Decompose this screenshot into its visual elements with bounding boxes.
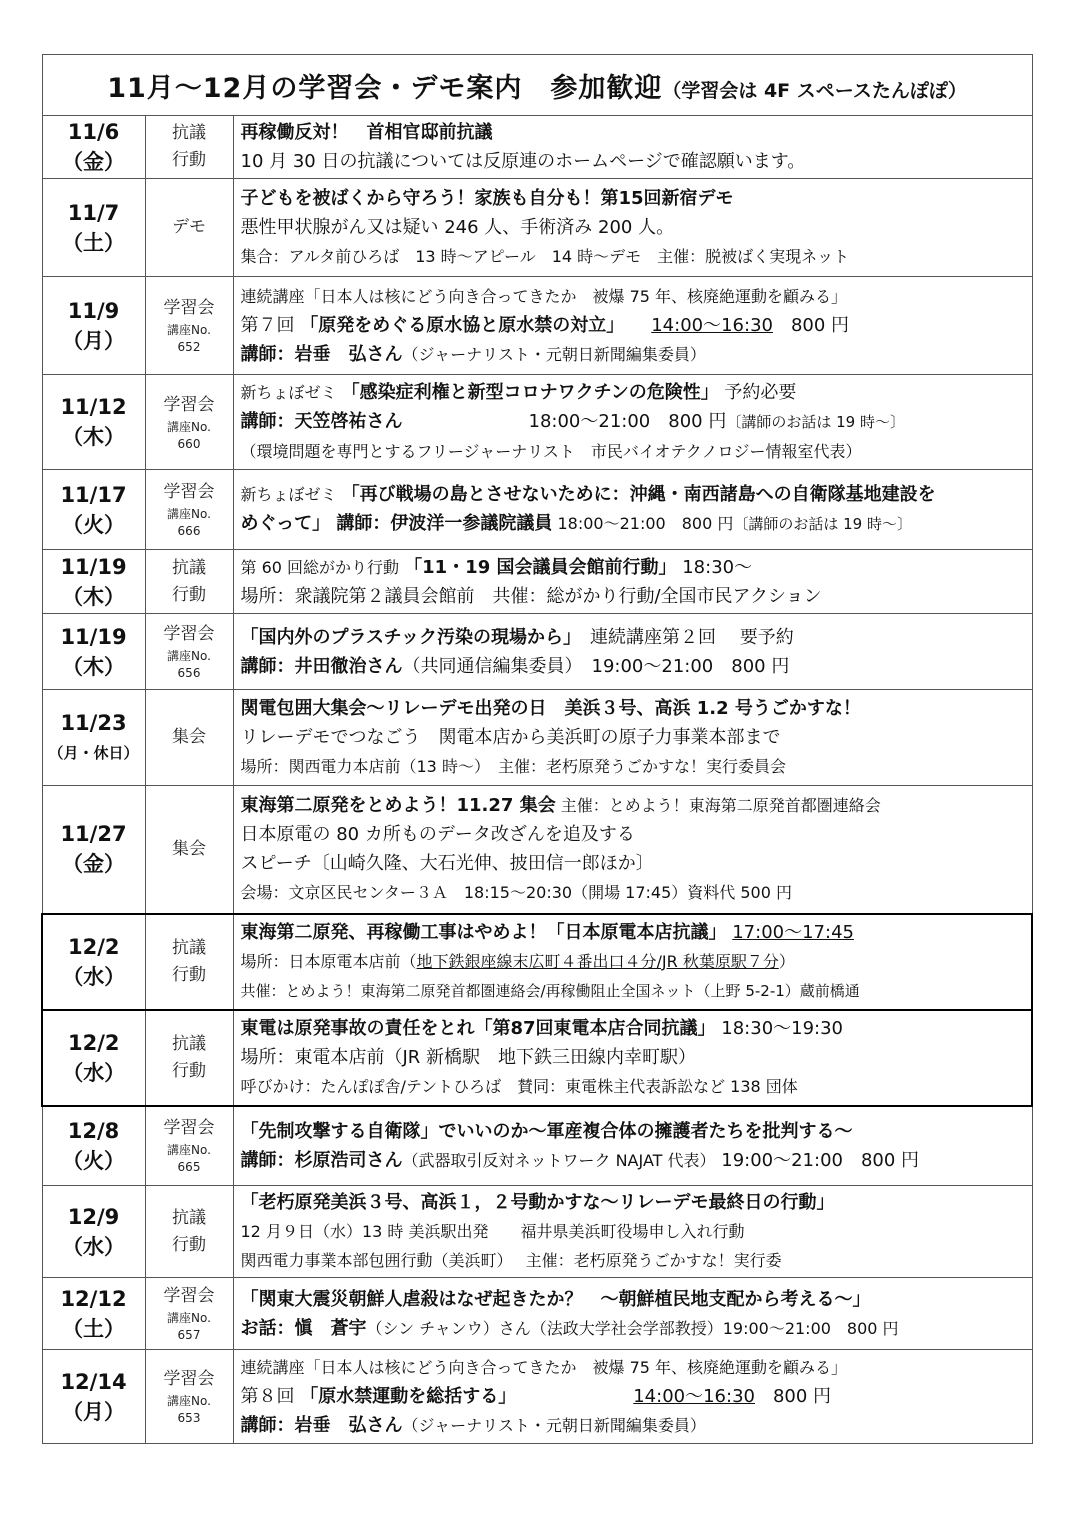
event-headline: 「先制攻撃する自衛隊」でいいのか～軍産複合体の擁護者たちを批判する～ [240, 1120, 853, 1142]
event-date [42, 690, 145, 786]
event-date [42, 914, 145, 1010]
event-date-weekday: （月） [62, 328, 125, 353]
event-detail-line [241, 694, 1032, 723]
event-date-day: 12/2 [67, 934, 120, 959]
event-details [233, 1010, 1032, 1106]
event-details [233, 277, 1032, 375]
page-title [42, 55, 1032, 116]
event-date-day: 11/9 [67, 298, 120, 323]
event-detail-line [241, 147, 1032, 176]
event-type [145, 1350, 233, 1444]
event-detail-line [241, 480, 1032, 509]
event-date [42, 116, 145, 179]
lecture-number: 講座No. 653 [167, 1394, 211, 1425]
event-headline: 関電包囲大集会～リレーデモ出発の日 美浜３号、高浜 1.2 号うごかすな！ [240, 698, 861, 719]
event-date-weekday: （火） [62, 512, 125, 537]
event-date [42, 277, 145, 375]
event-detail-line [241, 623, 1032, 652]
event-type-label: 学習会 [163, 624, 215, 644]
event-type-label: 抗議 [172, 1033, 206, 1054]
event-detail-line [241, 311, 1032, 340]
event-date-weekday: （土） [62, 1316, 125, 1341]
event-detail-line [241, 820, 1032, 849]
event-row [42, 550, 1032, 614]
event-headline: 講師：杉原浩司さん [240, 1149, 403, 1171]
event-type-label: 学習会 [163, 1118, 215, 1139]
lecture-number: 講座No. 666 [167, 507, 211, 538]
event-detail-line [241, 1314, 1032, 1343]
event-text: 18:00～21:00 800 円 [402, 411, 727, 432]
event-type [145, 786, 233, 914]
event-date-day: 12/2 [67, 1030, 120, 1055]
event-type [145, 690, 233, 786]
event-text: （武器取引反対ネットワーク NAJAT 代表） [402, 1150, 716, 1170]
event-date [42, 786, 145, 914]
title-main: 11月～12月の学習会・デモ案内 参加歓迎 [107, 72, 663, 104]
event-headline: 東電は原発事故の責任をとれ「第87回東電本店合同抗議」 [240, 1018, 716, 1039]
event-date-weekday: （月） [62, 1399, 125, 1424]
event-detail-line [241, 282, 1032, 311]
event-detail-line [241, 1217, 1032, 1246]
event-row [42, 786, 1032, 914]
event-text: 日本原電の 80 カ所ものデータ改ざんを追及する [240, 824, 635, 846]
event-headline: お話：愼 蒼宇 [240, 1317, 367, 1339]
event-type-label: 行動 [172, 584, 206, 605]
event-headline: 東海第二原発、再稼働工事はやめよ！「日本原電本店抗議」 [240, 921, 727, 943]
event-type [145, 914, 233, 1010]
event-type-label: デモ [172, 217, 206, 237]
event-details [233, 470, 1032, 550]
event-text: 17:00～17:45 [732, 921, 854, 943]
event-date-day: 11/12 [60, 395, 127, 419]
event-type-label: 学習会 [163, 482, 215, 502]
event-headline: 「原発をめぐる原水協と原水禁の対立」 [300, 315, 616, 336]
event-details [233, 179, 1032, 277]
lecture-number: 講座No. 656 [167, 649, 211, 680]
event-row [42, 1010, 1032, 1106]
event-detail-line [241, 184, 1032, 213]
event-date-day: 12/9 [67, 1204, 120, 1229]
event-text: 第 60 回総がかり行動 [240, 557, 405, 577]
event-row [42, 614, 1032, 690]
event-text: 第７回 [240, 315, 301, 336]
event-text: ） [778, 951, 795, 971]
event-text: （環境問題を専門とするフリージャーナリスト 市民バイオテクノロジー情報室代表） [240, 442, 862, 461]
event-detail-line [241, 242, 1032, 271]
event-details [233, 690, 1032, 786]
event-date-weekday: （木） [62, 654, 125, 679]
event-text: 14:00～16:30 [651, 315, 773, 336]
event-detail-line [241, 947, 1032, 976]
event-date-day: 11/23 [60, 710, 127, 735]
event-date [42, 470, 145, 550]
event-headline: 「再び戦場の島とさせないために：沖縄・南西諸島への自衛隊基地建設を [341, 484, 936, 505]
event-date-day: 12/8 [67, 1118, 120, 1143]
event-detail-line [241, 1146, 1032, 1175]
event-type [145, 277, 233, 375]
event-text: スピーチ〔山崎久隆、大石光伸、披田信一郎ほか〕 [240, 853, 654, 875]
event-type-label: 行動 [172, 964, 206, 985]
event-detail-line [241, 723, 1032, 752]
event-detail-line [241, 582, 1032, 611]
event-row [42, 914, 1032, 1010]
event-text: 800 円 [772, 315, 850, 336]
event-text: 関西電力事業本部包囲行動（美浜町） 主催：老朽原発うごかすな！実行委 [240, 1251, 782, 1270]
event-type-label: 学習会 [163, 394, 215, 415]
event-type [145, 1186, 233, 1278]
event-details [233, 1278, 1032, 1350]
event-detail-line [241, 791, 1032, 820]
event-row [42, 1350, 1032, 1444]
lecture-number: 講座No. 652 [167, 323, 211, 354]
event-detail-line [241, 976, 1032, 1006]
event-type [145, 1278, 233, 1350]
event-date-weekday: （水） [62, 1234, 125, 1259]
event-text: 地下鉄銀座線末広町４番出口４分/JR 秋葉原駅７分 [416, 951, 779, 971]
schedule-table [41, 54, 1033, 1444]
event-headline: 「原水禁運動を総括する」 [300, 1386, 508, 1407]
event-date-weekday: （金） [62, 852, 125, 877]
event-date-weekday: （木） [62, 584, 125, 609]
event-type-label: 抗議 [172, 937, 206, 958]
event-detail-line [241, 378, 1032, 407]
event-detail-line [241, 407, 1032, 437]
event-date-day: 12/12 [60, 1286, 127, 1311]
event-type [145, 470, 233, 550]
event-detail-line [241, 1043, 1032, 1072]
event-date-day: 11/19 [60, 624, 127, 649]
event-date [42, 1106, 145, 1186]
event-detail-line [241, 553, 1032, 582]
event-headline: 「老朽原発美浜３号、高浜１，２号動かすな～リレーデモ最終日の行動」 [240, 1192, 835, 1213]
event-details [233, 1186, 1032, 1278]
event-headline: 講師：岩垂 弘さん [240, 1415, 403, 1436]
event-row [42, 375, 1032, 470]
event-detail-line [241, 437, 1032, 466]
event-type [145, 1106, 233, 1186]
event-text: 800 円 [754, 1386, 832, 1407]
event-details [233, 614, 1032, 690]
event-date-weekday: （月・休日） [48, 743, 139, 762]
event-text: 10 月 30 日の抗議については反原連のホームページで確認願います。 [240, 151, 806, 172]
event-schedule [41, 54, 1031, 1444]
event-detail-line [241, 1246, 1032, 1275]
event-text: 連続講座第２回 要予約 [572, 626, 794, 648]
event-detail-line [241, 1285, 1032, 1314]
event-headline: 講師：岩垂 弘さん [240, 344, 403, 365]
event-date [42, 179, 145, 277]
event-type [145, 179, 233, 277]
event-detail-line [241, 1382, 1032, 1411]
event-type-label: 抗議 [172, 1207, 206, 1228]
event-type [145, 116, 233, 179]
event-text: 場所：関西電力本店前（13 時～） 主催：老朽原発うごかすな！実行委員会 [240, 757, 786, 776]
event-type-label: 行動 [172, 1234, 206, 1255]
event-row [42, 1106, 1032, 1186]
event-text: 連続講座「日本人は核にどう向き合ってきたか 被爆 75 年、核廃絶運動を顧みる」 [240, 1358, 848, 1377]
event-date-day: 11/27 [60, 822, 127, 847]
event-date [42, 375, 145, 470]
event-date [42, 550, 145, 614]
event-detail-line [241, 118, 1032, 147]
event-text: 場所：衆議院第２議員会館前 共催：総がかり行動/全国市民アクション [240, 585, 822, 607]
event-date-weekday: （水） [62, 1060, 126, 1085]
event-detail-line [241, 849, 1032, 878]
event-date-day: 11/7 [67, 200, 120, 225]
event-detail-line [241, 1072, 1032, 1101]
event-text: （共同通信編集委員） 19:00～21:00 800 円 [402, 655, 790, 677]
event-text: 予約必要 [718, 382, 797, 403]
title-sub: （学習会は 4F スペースたんぽぽ） [662, 79, 967, 102]
event-text: （ジャーナリスト・元朝日新聞編集委員） [402, 345, 706, 364]
event-type [145, 1010, 233, 1106]
event-date-day: 12/14 [60, 1369, 127, 1394]
event-text: 呼びかけ：たんぽぽ舎/テントひろば 賛同：東電株主代表訴訟など 138 団体 [240, 1077, 798, 1096]
event-date-weekday: （木） [62, 425, 125, 449]
event-row [42, 690, 1032, 786]
event-detail-line [241, 918, 1032, 947]
event-headline: 講師：井田徹治さん [240, 655, 403, 677]
event-headline: 講師：天笠啓祐さん [240, 411, 403, 432]
lecture-number: 講座No. 657 [167, 1311, 211, 1342]
event-text: （シン チャンウ）さん（法政大学社会学部教授）19:00～21:00 800 円 [366, 1318, 899, 1338]
event-type-label: 学習会 [163, 1369, 215, 1389]
event-type-label: 学習会 [163, 1286, 215, 1306]
lecture-number: 講座No. 660 [167, 419, 211, 451]
event-details [233, 914, 1032, 1010]
event-text: 新ちょぼゼミ [240, 485, 342, 504]
event-details [233, 786, 1032, 914]
event-headline: 東海第二原発をとめよう！11.27 集会 [240, 795, 556, 817]
event-row [42, 1186, 1032, 1278]
event-type [145, 550, 233, 614]
event-text: 場所：東電本店前（JR 新橋駅 地下鉄三田線内幸町駅） [240, 1047, 697, 1068]
event-type-label: 行動 [172, 1060, 206, 1081]
event-text: 集合：アルタ前ひろば 13 時～アピール 14 時～デモ 主催：脱被ばく実現ネット [240, 247, 850, 266]
event-date-weekday: （火） [62, 1148, 125, 1173]
event-detail-line [241, 509, 1032, 539]
event-detail-line [241, 752, 1032, 781]
event-text: 〔講師のお話は 19 時～〕 [733, 515, 912, 533]
event-headline: 「国内外のプラスチック汚染の現場から」 [240, 626, 573, 648]
event-details [233, 116, 1032, 179]
event-row [42, 277, 1032, 375]
event-text [507, 1386, 633, 1407]
event-date [42, 1350, 145, 1444]
event-date [42, 1010, 145, 1106]
event-text: 場所：日本原電本店前（ [240, 951, 417, 971]
event-text: 14:00～16:30 [633, 1386, 755, 1407]
event-text: 会場：文京区民センター３Ａ 18:15～20:30（開場 17:45）資料代 500 円 [240, 883, 792, 903]
event-text: 〔講師のお話は 19 時～〕 [726, 413, 905, 431]
event-type-label: 集会 [172, 727, 206, 747]
event-detail-line [241, 652, 1032, 681]
event-headline: 「11・19 国会議員会館前行動」 [404, 556, 677, 578]
event-text: 共催：とめよう！東海第二原発首都圏連絡会/再稼働阻止全国ネット（上野 5-2-1）蔵前橋通 [240, 981, 860, 1000]
event-detail-line [241, 1353, 1032, 1382]
event-headline: 「関東大震災朝鮮人虐殺はなぜ起きたか？ ～朝鮮植民地支配から考える～」 [240, 1288, 871, 1310]
event-date-weekday: （金） [62, 150, 125, 174]
event-row [42, 1278, 1032, 1350]
event-details [233, 375, 1032, 470]
title-row [42, 55, 1032, 116]
event-headline: 子どもを被ばくから守ろう！家族も自分も！第15回新宿デモ [240, 188, 734, 209]
event-type-label: 行動 [172, 150, 206, 170]
event-headline: 再稼働反対！ 首相官邸前抗議 [240, 122, 493, 143]
event-text: 18:30～19:30 [715, 1018, 844, 1039]
event-date-day: 11/6 [67, 120, 120, 144]
event-date [42, 614, 145, 690]
event-type-label: 集会 [172, 838, 206, 859]
event-type [145, 614, 233, 690]
event-detail-line [241, 1117, 1032, 1146]
event-details [233, 550, 1032, 614]
event-type-label: 学習会 [163, 298, 215, 318]
event-type-label: 抗議 [172, 123, 206, 143]
event-type [145, 375, 233, 470]
event-text: 18:00～21:00 800 円 [552, 514, 734, 533]
event-details [233, 1350, 1032, 1444]
event-date-day: 11/19 [60, 554, 127, 579]
event-date-weekday: （土） [62, 230, 125, 255]
event-detail-line [241, 340, 1032, 369]
event-text: 新ちょぼゼミ [240, 383, 342, 402]
event-row [42, 470, 1032, 550]
event-date [42, 1186, 145, 1278]
event-type-label: 抗議 [172, 557, 206, 578]
event-text: リレーデモでつなごう 関電本店から美浜町の原子力事業本部まで [240, 727, 781, 748]
event-date-weekday: （水） [62, 964, 126, 989]
event-text: 12 月９日（水）13 時 美浜駅出発 福井県美浜町役場申し入れ行動 [240, 1222, 745, 1241]
event-text [615, 315, 651, 336]
event-text: （ジャーナリスト・元朝日新聞編集委員） [402, 1416, 706, 1435]
event-text: 主催：とめよう！東海第二原発首都圏連絡会 [555, 796, 881, 816]
event-detail-line [241, 1188, 1032, 1217]
event-row [42, 179, 1032, 277]
event-date [42, 1278, 145, 1350]
event-headline: めぐって」 講師：伊波洋一参議院議員 [240, 513, 553, 534]
event-detail-line [241, 1411, 1032, 1440]
event-details [233, 1106, 1032, 1186]
event-text: 連続講座「日本人は核にどう向き合ってきたか 被爆 75 年、核廃絶運動を顧みる」 [240, 287, 848, 306]
schedule-body [42, 55, 1032, 1444]
event-detail-line [241, 878, 1032, 907]
event-text: 18:30～ [676, 556, 753, 578]
event-text: 19:00～21:00 800 円 [715, 1149, 920, 1171]
event-text: 第８回 [240, 1386, 301, 1407]
event-text: 悪性甲状腺がん又は疑い 246 人、手術済み 200 人。 [240, 217, 675, 238]
event-row [42, 116, 1032, 179]
event-headline: 「感染症利権と新型コロナワクチンの危険性」 [341, 382, 719, 403]
event-detail-line [241, 213, 1032, 242]
event-date-day: 11/17 [60, 482, 127, 507]
lecture-number: 講座No. 665 [167, 1143, 211, 1175]
event-detail-line [241, 1014, 1032, 1043]
